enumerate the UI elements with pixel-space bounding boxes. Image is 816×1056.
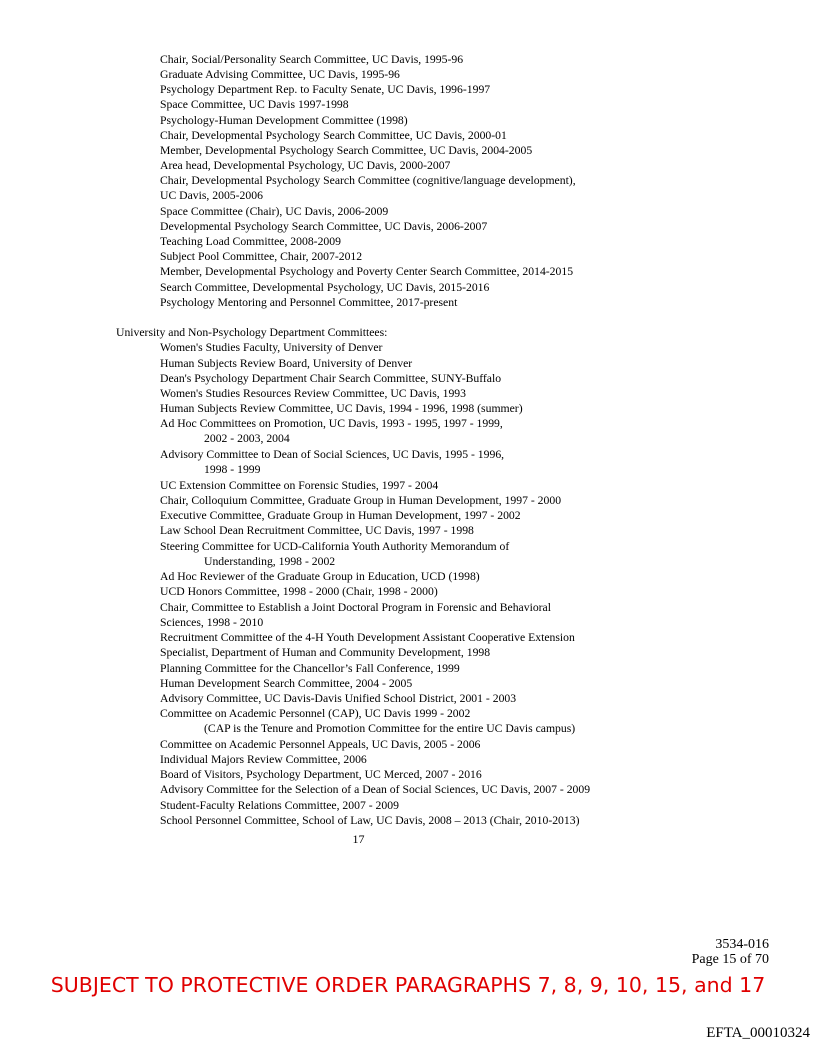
university-committee-item: Individual Majors Review Committee, 2006 <box>160 753 367 766</box>
university-committee-item: Planning Committee for the Chancellor’s Fall Conference, 1999 <box>160 662 460 675</box>
university-committee-item: Student-Faculty Relations Committee, 2007 - 2009 <box>160 799 399 812</box>
university-committee-item: Recruitment Committee of the 4-H Youth Development Assistant Cooperative Extension <box>160 631 575 644</box>
university-committee-item: Human Development Search Committee, 2004 - 2005 <box>160 677 413 690</box>
university-committee-item: Sciences, 1998 - 2010 <box>160 616 264 629</box>
university-committee-item: Law School Dean Recruitment Committee, UC Davis, 1997 - 1998 <box>160 524 474 537</box>
university-committee-item: Advisory Committee, UC Davis-Davis Unified School District, 2001 - 2003 <box>160 692 517 705</box>
university-committee-continuation: Understanding, 1998 - 2002 <box>204 555 336 568</box>
bates-code: 3534-016 <box>715 937 769 952</box>
dept-committee-item: Space Committee (Chair), UC Davis, 2006-2009 <box>160 205 389 218</box>
dept-committee-item: Member, Developmental Psychology and Poverty Center Search Committee, 2014-2015 <box>160 265 574 278</box>
university-committee-item: Steering Committee for UCD-California Youth Authority Memorandum of <box>160 540 510 553</box>
university-committee-continuation: (CAP is the Tenure and Promotion Committee for the entire UC Davis campus) <box>204 722 576 735</box>
university-committee-item: Ad Hoc Reviewer of the Graduate Group in Education, UCD (1998) <box>160 570 480 583</box>
university-committee-item: Chair, Colloquium Committee, Graduate Group in Human Development, 1997 - 2000 <box>160 494 562 507</box>
university-committee-item: Committee on Academic Personnel Appeals, UC Davis, 2005 - 2006 <box>160 738 481 751</box>
university-committee-item: Human Subjects Review Board, University of Denver <box>160 357 413 370</box>
page-number: 17 <box>352 832 365 846</box>
university-committee-item: UCD Honors Committee, 1998 - 2000 (Chair, 1998 - 2000) <box>160 585 438 598</box>
university-committee-continuation: 2002 - 2003, 2004 <box>204 432 290 445</box>
university-committee-item: Chair, Committee to Establish a Joint Doctoral Program in Forensic and Behavioral <box>160 601 551 614</box>
university-committee-item: Ad Hoc Committees on Promotion, UC Davis, 1993 - 1995, 1997 - 1999, <box>160 417 503 430</box>
dept-committee-item: Subject Pool Committee, Chair, 2007-2012 <box>160 250 363 263</box>
dept-committee-item: Chair, Developmental Psychology Search Committee (cognitive/language development), <box>160 174 576 187</box>
dept-committee-item: Developmental Psychology Search Committee, UC Davis, 2006-2007 <box>160 220 488 233</box>
university-committee-item: Women's Studies Resources Review Committee, UC Davis, 1993 <box>160 387 466 400</box>
university-committee-item: Specialist, Department of Human and Community Development, 1998 <box>160 646 491 659</box>
university-committee-item: Advisory Committee for the Selection of a Dean of Social Sciences, UC Davis, 2007 - 2009 <box>160 783 591 796</box>
university-committee-item: Advisory Committee to Dean of Social Sciences, UC Davis, 1995 - 1996, <box>160 448 505 461</box>
university-committee-item: Dean's Psychology Department Chair Search Committee, SUNY-Buffalo <box>160 372 502 385</box>
dept-committee-item: Psychology Department Rep. to Faculty Senate, UC Davis, 1996-1997 <box>160 83 491 96</box>
section-heading: University and Non-Psychology Department Committees: <box>116 326 388 339</box>
dept-committee-item: Graduate Advising Committee, UC Davis, 1995-96 <box>160 68 400 81</box>
dept-committee-item: Psychology-Human Development Committee (1998) <box>160 114 408 127</box>
protective-order-notice: SUBJECT TO PROTECTIVE ORDER PARAGRAPHS 7, 8, 9, 10, 15, and 17 <box>50 973 766 997</box>
dept-committee-item: Member, Developmental Psychology Search Committee, UC Davis, 2004-2005 <box>160 144 533 157</box>
dept-committee-item: Area head, Developmental Psychology, UC Davis, 2000-2007 <box>160 159 451 172</box>
efta-id: EFTA_00010324 <box>706 1025 810 1041</box>
dept-committee-item: Psychology Mentoring and Personnel Committee, 2017-present <box>160 296 458 309</box>
bates-page: Page 15 of 70 <box>691 952 769 967</box>
dept-committee-item: UC Davis, 2005-2006 <box>160 189 263 202</box>
university-committee-item: Human Subjects Review Committee, UC Davis, 1994 - 1996, 1998 (summer) <box>160 402 523 415</box>
dept-committee-item: Space Committee, UC Davis 1997-1998 <box>160 98 349 111</box>
university-committee-item: UC Extension Committee on Forensic Studies, 1997 - 2004 <box>160 479 439 492</box>
university-committee-item: Committee on Academic Personnel (CAP), UC Davis 1999 - 2002 <box>160 707 471 720</box>
university-committee-item: Executive Committee, Graduate Group in Human Development, 1997 - 2002 <box>160 509 521 522</box>
university-committee-continuation: 1998 - 1999 <box>204 463 261 476</box>
dept-committee-item: Teaching Load Committee, 2008-2009 <box>160 235 341 248</box>
dept-committee-item: Search Committee, Developmental Psychology, UC Davis, 2015-2016 <box>160 281 490 294</box>
university-committee-item: Board of Visitors, Psychology Department, UC Merced, 2007 - 2016 <box>160 768 482 781</box>
dept-committee-item: Chair, Developmental Psychology Search Committee, UC Davis, 2000-01 <box>160 129 507 142</box>
dept-committee-item: Chair, Social/Personality Search Committee, UC Davis, 1995-96 <box>160 53 464 66</box>
university-committee-item: School Personnel Committee, School of Law, UC Davis, 2008 – 2013 (Chair, 2010-2013) <box>160 814 580 827</box>
university-committee-item: Women's Studies Faculty, University of Denver <box>160 341 383 354</box>
